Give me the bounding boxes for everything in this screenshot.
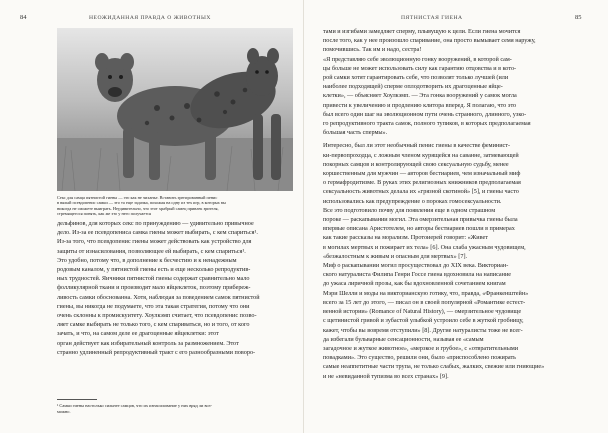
body-line: ки-первопроходца, с ложным членом курящейся на саванне, затмевающей: [323, 151, 519, 159]
paragraph: [323, 261, 578, 381]
page-number-left: 84: [20, 14, 27, 21]
body-line: как такие рассказы на морализм. Протоиерей говорит: «Живет: [323, 234, 488, 242]
body-line: наиболее подходящей) сперме оплодотворить их драгоценные яйце-: [323, 83, 503, 91]
body-line: го репродуктивного тракта самок, полного тупиков, в которых предполагаемая: [323, 120, 531, 128]
right-page: [304, 0, 608, 433]
body-line: клетки», — объясняет Хоулкэмп. — Эта гонка вооружений у самок могла: [323, 92, 517, 100]
body-line: и не «невиданной тупизма во всех странах» [9].: [323, 372, 449, 380]
body-line: привести к увеличению и продлению клитора вперед. Я полагаю, что это: [323, 101, 517, 109]
paragraph: [323, 55, 578, 138]
footnote-line: ¹ Самки гиены настолько сильнее самцов, что их изнасилование у них вряд ли воз-: [57, 403, 212, 408]
body-line: фолликулярной ткани и производят мало яйцеклеток, поэтому прибереж-: [57, 284, 251, 292]
body-line: ливость самки обоснованна. Хотя, наблюдая за поведением самок пятнистой: [57, 293, 260, 301]
body-line: рой самки хотят гарантировать себе, что позволят только лучшей (или: [323, 74, 509, 82]
body-line: Миф о раскапывании могил просуществовал до XIX века. Викториан-: [323, 262, 509, 270]
body-line: цы больше не может использовать силу как гарантию отцовства и в кото-: [323, 64, 517, 72]
body-line: покорных самцов и контролирующей свою сексуальную судьбу, менее: [323, 160, 509, 168]
body-line: Мэри Шелли и моды на викторианскую готику, что, правда, «Франкенштейн»: [323, 289, 529, 297]
running-head-right: ПЯТНИСТАЯ ГИЕНА: [401, 15, 463, 21]
body-line: «безжалостным к живым и опасным для мертвых» [7].: [323, 252, 468, 260]
body-line: странно удлиненный репродуктивный тракт с его разнообразными поворо-: [57, 348, 256, 356]
caption-line: Секс для самца пятнистой гиены — это как не чиханье. Вставить эрегированный пенис: [57, 195, 218, 200]
body-line: «Я представляю себе эволюционную гонку вооружений, в которой сам-: [323, 55, 512, 63]
body-line: использовались как предупреждение о пороках гомосексуальности.: [323, 197, 502, 205]
paragraph: [323, 141, 578, 205]
body-line: Из-за того, что псевдопенис гиены может действовать как устройство для: [57, 238, 252, 246]
running-head-left: НЕОЖИДАННАЯ ПРАВДА О ЖИВОТНЫХ: [89, 15, 211, 21]
body-line: кажет, чтобы вы вовремя отступили» [8]. Другие натуралисты тоже не всег-: [323, 326, 523, 334]
body-line: после того, как у нее произошло спаривание, она просто вымывает семя наружу,: [323, 37, 536, 45]
body-line: всего за 15 лет до этого, — писал он в своей популярной «Романтике естест-: [323, 298, 526, 306]
body-line: в могилах мертвых и пожирает их тела» [6]. Она слаба ужасным чудовищем,: [323, 243, 526, 251]
body-line: впервые описана Аристотелем, но авторы бестиариев пошли в примерах: [323, 225, 515, 233]
body-line: ского натуралиста Филипа Генри Госсе гиена вдохновила на написание: [323, 271, 512, 279]
paragraph: [323, 27, 578, 55]
footnote-line: можно.: [57, 409, 71, 414]
footnote: [57, 403, 293, 415]
body-line: гиены, вы никогда не подумаете, что эта такая стратегия, потому что они: [57, 302, 250, 310]
body-line: венной истории» (Romance of Natural History), — омерзительное чудовище: [323, 308, 522, 316]
page-number-right: 85: [575, 14, 582, 21]
left-body-text: [57, 219, 293, 357]
body-line: загадочное и жуткое животное», «мерзкое и грубое», с «отвратительными: [323, 344, 519, 352]
right-body-text: [323, 27, 578, 381]
body-line: очень склонны к промискуитету. Хоулкэмп считает, что псевдопенис позво-: [57, 312, 257, 320]
body-line: коршественным для мужчин — авторов бестиариев, чем изначальный миф: [323, 170, 521, 178]
body-line: пороке — раскапывании могил. Эта омерзительная привычка гиены была: [323, 216, 518, 224]
body-line: ляет самке выбирать не только того, с кем спариваться, но и того, от кого: [57, 321, 250, 329]
hyena-photo: [57, 28, 293, 191]
body-line: тами и изгибами замедляет сперму, плывущую к цели. Если гиена мочится: [323, 28, 521, 35]
footnote-rule: [57, 399, 97, 400]
body-line: повадками». Это существо, решили они, было «приспособлено пожирать: [323, 354, 516, 362]
body-line: до ужаса лиричной прозы, как бы вдохновленной сочетанием книгам: [323, 280, 506, 288]
body-line: Все это подготовило почву для появления еще в одном страшном: [323, 206, 496, 214]
caption-line: стремящегося понять, как же это у него получается: [57, 210, 152, 216]
body-line: дело. Из-за ее псевдопениса самка гиены может выбирать, с кем спариться¹.: [57, 229, 258, 237]
body-line: с щетинистой гривой и зубастой улыбкой устроило себе в жуткой гробницу,: [323, 317, 524, 325]
body-line: ных трудностей. Яичники пятнистой гиены содержат сравнительно мало: [57, 275, 250, 283]
body-line: был всего один шаг на эволюционном пути очень странного, длинного, узко-: [323, 110, 527, 118]
body-line: большая часть спермы».: [323, 129, 388, 137]
body-line: да избегали бульварные сенсационности, называя ее «самым: [323, 335, 484, 343]
body-line: сексуальность животных делала их «грязной скотиной» [5], и гиены часто: [323, 188, 519, 196]
body-line: самые неаппетитные части трупа, не только слабых, жалких, свежие или гниющие»: [323, 363, 545, 371]
body-line: зачать, и что, на самом деле ее драгоценные яйцеклетки: этот: [57, 330, 219, 338]
caption-line: в вялый псевдопенис самки — это та еще задачка, похожая на одну из тех игр, в которых вы: [57, 200, 226, 206]
paragraph: [323, 206, 578, 261]
body-line: Это удобно, потому что, в дополнение к бесчестию и к ненадежным: [57, 256, 237, 264]
body-line: защиты от изнасилования, позволяющее ей выбирать, с кем спариться¹.: [57, 247, 246, 255]
body-line: дельфинов, для которых секс по принуждению — удивительно привычное: [57, 220, 254, 227]
body-line: родовым каналом, у пятнистой гиены есть и еще несколько репродуктив-: [57, 266, 251, 274]
body-line: о гермафродитизме. В руках этих религиозных книжников предполагаемая: [323, 179, 521, 187]
body-line: помочившись. Так им и надо, сестра!: [323, 46, 422, 54]
photo-caption: [57, 195, 293, 216]
body-line: Интересно, был ли этот необычный пенис гиены в качестве феминист-: [323, 142, 511, 150]
caption-line: никогда не сможете выиграть. Неудивительно, что этот храбрый самец привлек зрителя,: [57, 205, 219, 211]
body-line: орган действует как избирательный контроль за размножением. Этот: [57, 339, 239, 347]
